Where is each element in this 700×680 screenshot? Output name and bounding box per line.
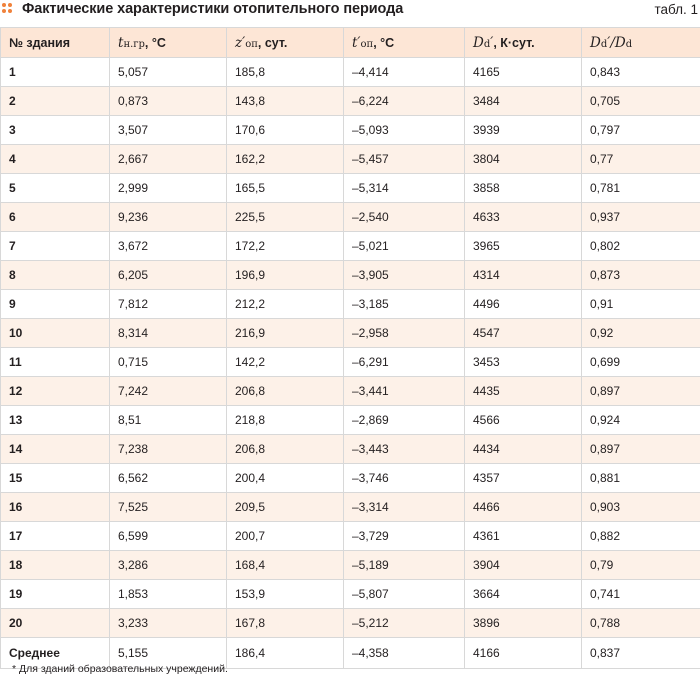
table-row — [1, 551, 700, 580]
table-row — [1, 348, 700, 377]
cell-degree-days: 4166 — [465, 638, 582, 669]
cell-degree-days: 4434 — [465, 435, 582, 464]
table-row — [1, 522, 700, 551]
table-row — [1, 290, 700, 319]
cell-building-number: 19 — [1, 580, 110, 609]
cell-degree-days: 4633 — [465, 203, 582, 232]
table-row — [1, 261, 700, 290]
cell-degree-days-ratio: 0,903 — [582, 493, 700, 522]
cell-t-boundary: 8,51 — [110, 406, 227, 435]
cell-t-boundary: 7,242 — [110, 377, 227, 406]
cell-t-heating-temp: –3,905 — [344, 261, 465, 290]
cell-t-heating-temp: –4,414 — [344, 58, 465, 87]
cell-z-heating-days: 172,2 — [227, 232, 344, 261]
cell-t-heating-temp: –3,729 — [344, 522, 465, 551]
table-row — [1, 493, 700, 522]
cell-z-heating-days: 216,9 — [227, 319, 344, 348]
header-degree-days: Dd′, К·сут. — [465, 28, 582, 58]
cell-degree-days: 4357 — [465, 464, 582, 493]
cell-building-number: 15 — [1, 464, 110, 493]
cell-building-number: 11 — [1, 348, 110, 377]
cell-degree-days: 4165 — [465, 58, 582, 87]
table-row — [1, 58, 700, 87]
cell-t-heating-temp: –5,807 — [344, 580, 465, 609]
cell-building-number: 20 — [1, 609, 110, 638]
cell-degree-days-ratio: 0,92 — [582, 319, 700, 348]
cell-degree-days-ratio: 0,937 — [582, 203, 700, 232]
cell-degree-days-ratio: 0,897 — [582, 377, 700, 406]
cell-t-heating-temp: –5,021 — [344, 232, 465, 261]
cell-z-heating-days: 143,8 — [227, 87, 344, 116]
cell-t-boundary: 6,562 — [110, 464, 227, 493]
cell-building-number: 18 — [1, 551, 110, 580]
cell-building-number: 5 — [1, 174, 110, 203]
header-t-boundary: tн.гр, °С — [110, 28, 227, 58]
cell-degree-days: 3804 — [465, 145, 582, 174]
cell-t-heating-temp: –3,314 — [344, 493, 465, 522]
table-body — [1, 58, 700, 669]
cell-t-heating-temp: –2,958 — [344, 319, 465, 348]
cell-t-boundary: 0,715 — [110, 348, 227, 377]
cell-building-number: 1 — [1, 58, 110, 87]
title-row — [0, 0, 700, 22]
cell-t-boundary: 2,999 — [110, 174, 227, 203]
cell-degree-days-ratio: 0,705 — [582, 87, 700, 116]
cell-building-number: 16 — [1, 493, 110, 522]
cell-degree-days-ratio: 0,797 — [582, 116, 700, 145]
cell-z-heating-days: 206,8 — [227, 377, 344, 406]
table-row — [1, 580, 700, 609]
cell-degree-days: 3484 — [465, 87, 582, 116]
table-row — [1, 174, 700, 203]
cell-t-heating-temp: –2,540 — [344, 203, 465, 232]
cell-t-boundary: 6,205 — [110, 261, 227, 290]
cell-degree-days-ratio: 0,873 — [582, 261, 700, 290]
cell-z-heating-days: 225,5 — [227, 203, 344, 232]
cell-degree-days-ratio: 0,741 — [582, 580, 700, 609]
cell-degree-days: 3965 — [465, 232, 582, 261]
cell-degree-days: 4566 — [465, 406, 582, 435]
cell-t-boundary: 5,155 — [110, 638, 227, 669]
cell-t-heating-temp: –5,212 — [344, 609, 465, 638]
cell-degree-days-ratio: 0,897 — [582, 435, 700, 464]
cell-z-heating-days: 200,4 — [227, 464, 344, 493]
cell-building-number: 4 — [1, 145, 110, 174]
cell-building-number: 12 — [1, 377, 110, 406]
data-table — [0, 27, 700, 669]
cell-t-boundary: 3,233 — [110, 609, 227, 638]
cell-t-boundary: 0,873 — [110, 87, 227, 116]
cell-degree-days: 3453 — [465, 348, 582, 377]
cell-building-number: 8 — [1, 261, 110, 290]
cell-degree-days-ratio: 0,788 — [582, 609, 700, 638]
cell-degree-days-ratio: 0,91 — [582, 290, 700, 319]
cell-building-number: 13 — [1, 406, 110, 435]
cell-t-heating-temp: –2,869 — [344, 406, 465, 435]
table-row — [1, 87, 700, 116]
cell-t-heating-temp: –3,746 — [344, 464, 465, 493]
cell-z-heating-days: 206,8 — [227, 435, 344, 464]
cell-z-heating-days: 200,7 — [227, 522, 344, 551]
cell-z-heating-days: 162,2 — [227, 145, 344, 174]
table-row — [1, 145, 700, 174]
header-t-heating-temp: t′оп, °С — [344, 28, 465, 58]
table-row — [1, 406, 700, 435]
cell-degree-days: 4496 — [465, 290, 582, 319]
table-row — [1, 435, 700, 464]
cell-degree-days: 3904 — [465, 551, 582, 580]
table-row — [1, 203, 700, 232]
cell-degree-days: 4466 — [465, 493, 582, 522]
cell-t-boundary: 1,853 — [110, 580, 227, 609]
cell-degree-days: 3896 — [465, 609, 582, 638]
table-row — [1, 232, 700, 261]
cell-degree-days: 4435 — [465, 377, 582, 406]
cell-t-heating-temp: –5,314 — [344, 174, 465, 203]
cell-building-number: 9 — [1, 290, 110, 319]
header-degree-days-ratio: Dd′/Dd — [582, 28, 700, 58]
header-building-number: № здания — [1, 28, 110, 58]
cell-t-boundary: 3,672 — [110, 232, 227, 261]
table-row — [1, 319, 700, 348]
footnote: * Для зданий образовательных учреждений. — [12, 663, 228, 675]
cell-z-heating-days: 185,8 — [227, 58, 344, 87]
cell-degree-days: 3939 — [465, 116, 582, 145]
cell-t-boundary: 7,812 — [110, 290, 227, 319]
cell-z-heating-days: 153,9 — [227, 580, 344, 609]
cell-t-boundary: 6,599 — [110, 522, 227, 551]
cell-building-number: 14 — [1, 435, 110, 464]
cell-degree-days-ratio: 0,882 — [582, 522, 700, 551]
cell-degree-days-ratio: 0,924 — [582, 406, 700, 435]
cell-degree-days: 3858 — [465, 174, 582, 203]
cell-degree-days-ratio: 0,77 — [582, 145, 700, 174]
cell-degree-days-ratio: 0,802 — [582, 232, 700, 261]
table-header-row — [1, 28, 700, 58]
cell-t-boundary: 9,236 — [110, 203, 227, 232]
cell-z-heating-days: 196,9 — [227, 261, 344, 290]
cell-z-heating-days: 168,4 — [227, 551, 344, 580]
cell-degree-days: 4547 — [465, 319, 582, 348]
cell-t-heating-temp: –5,457 — [344, 145, 465, 174]
cell-building-number: 10 — [1, 319, 110, 348]
table-row — [1, 116, 700, 145]
cell-t-heating-temp: –6,291 — [344, 348, 465, 377]
cell-t-boundary: 3,507 — [110, 116, 227, 145]
cell-degree-days-ratio: 0,781 — [582, 174, 700, 203]
table-number: табл. 1 — [654, 2, 698, 17]
bullet-dots-icon — [2, 3, 16, 17]
table-title: Фактические характеристики отопительного периода — [22, 1, 404, 17]
cell-t-heating-temp: –5,093 — [344, 116, 465, 145]
cell-t-heating-temp: –3,443 — [344, 435, 465, 464]
cell-z-heating-days: 170,6 — [227, 116, 344, 145]
cell-degree-days: 4361 — [465, 522, 582, 551]
cell-t-heating-temp: –3,185 — [344, 290, 465, 319]
cell-t-heating-temp: –6,224 — [344, 87, 465, 116]
cell-degree-days-ratio: 0,881 — [582, 464, 700, 493]
table-row — [1, 609, 700, 638]
cell-z-heating-days: 167,8 — [227, 609, 344, 638]
cell-building-number: 17 — [1, 522, 110, 551]
cell-t-boundary: 8,314 — [110, 319, 227, 348]
cell-building-number: 7 — [1, 232, 110, 261]
cell-building-number: Среднее — [1, 638, 110, 669]
cell-t-boundary: 7,238 — [110, 435, 227, 464]
cell-z-heating-days: 209,5 — [227, 493, 344, 522]
cell-degree-days-ratio: 0,79 — [582, 551, 700, 580]
table-row — [1, 464, 700, 493]
cell-building-number: 2 — [1, 87, 110, 116]
cell-t-boundary: 3,286 — [110, 551, 227, 580]
cell-z-heating-days: 212,2 — [227, 290, 344, 319]
cell-building-number: 3 — [1, 116, 110, 145]
cell-z-heating-days: 142,2 — [227, 348, 344, 377]
cell-degree-days: 4314 — [465, 261, 582, 290]
cell-degree-days-ratio: 0,843 — [582, 58, 700, 87]
table-row — [1, 377, 700, 406]
cell-z-heating-days: 165,5 — [227, 174, 344, 203]
header-z-heating-days: z′оп, сут. — [227, 28, 344, 58]
cell-degree-days: 3664 — [465, 580, 582, 609]
cell-t-boundary: 5,057 — [110, 58, 227, 87]
cell-building-number: 6 — [1, 203, 110, 232]
cell-t-boundary: 7,525 — [110, 493, 227, 522]
cell-degree-days-ratio: 0,699 — [582, 348, 700, 377]
cell-t-heating-temp: –5,189 — [344, 551, 465, 580]
cell-degree-days-ratio: 0,837 — [582, 638, 700, 669]
cell-t-heating-temp: –4,358 — [344, 638, 465, 669]
cell-z-heating-days: 186,4 — [227, 638, 344, 669]
cell-z-heating-days: 218,8 — [227, 406, 344, 435]
cell-t-boundary: 2,667 — [110, 145, 227, 174]
cell-t-heating-temp: –3,441 — [344, 377, 465, 406]
